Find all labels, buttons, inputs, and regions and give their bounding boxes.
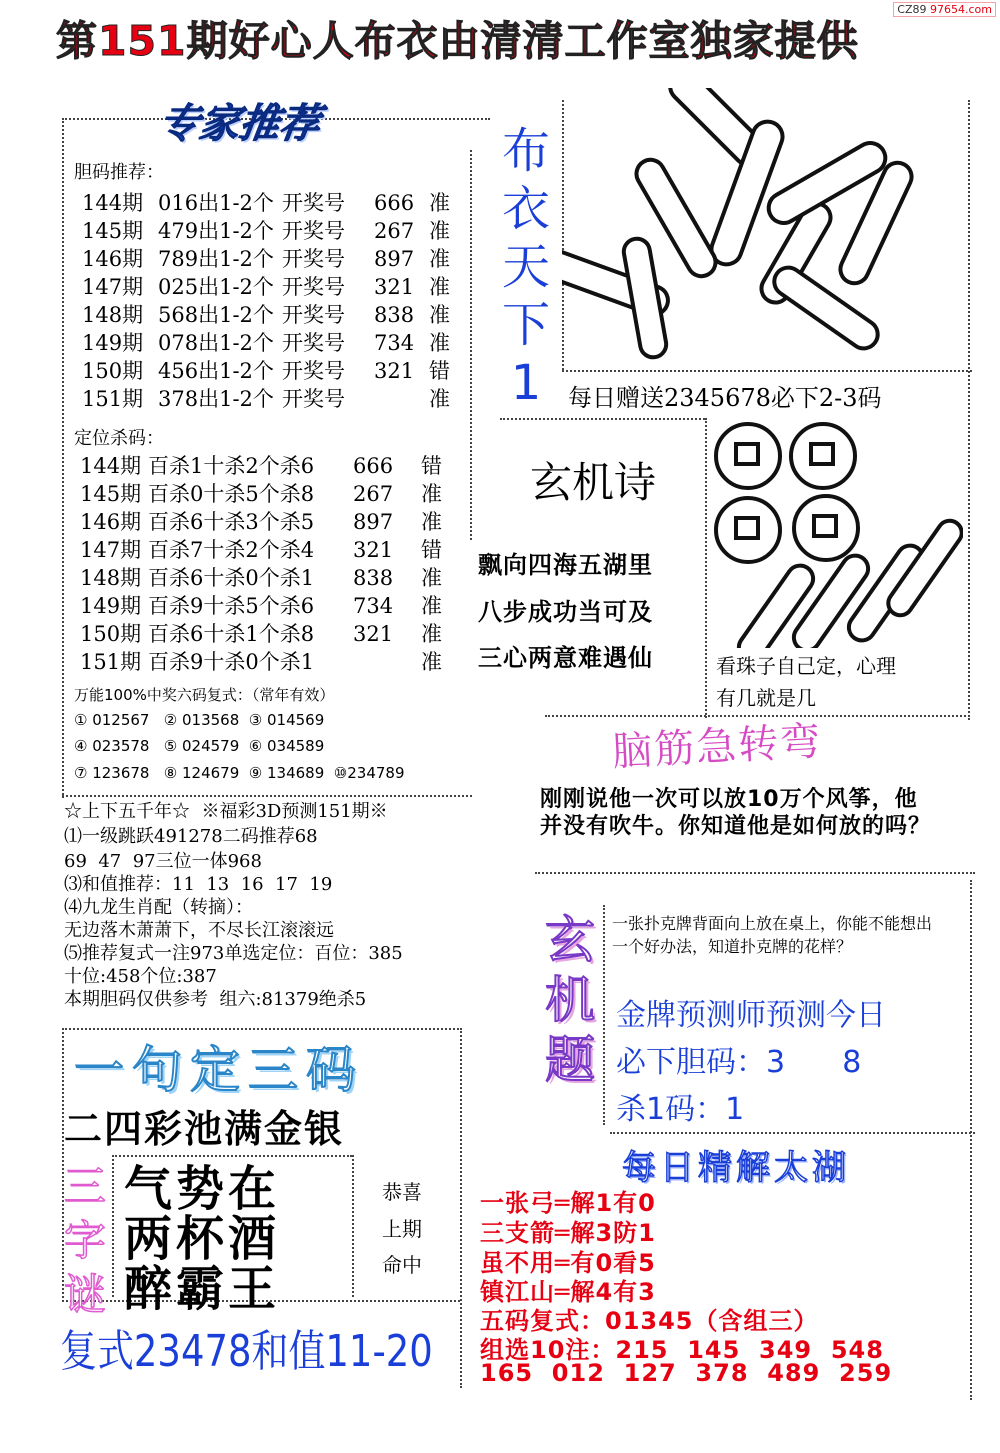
wuqian-line: 69 47 97三位一体968 (64, 851, 262, 872)
taihu-line: 镇江山═解4有3 (480, 1278, 656, 1306)
taihu-line: 组选10注：215 145 349 548 (480, 1336, 884, 1364)
list-item: 147期 025出1-2个 开奖号 321 准 (82, 275, 450, 299)
divider (970, 880, 972, 1400)
fushi-line: 复式23478和值11-20 (60, 1326, 433, 1377)
gold-line: 杀1码：1 (616, 1092, 745, 1127)
divider (535, 872, 975, 874)
list-item: 146期 百杀6十杀3个杀5 897 准 (80, 510, 442, 534)
congrats-line: 命中 (382, 1253, 422, 1277)
corner-tag (893, 2, 996, 17)
list-item: 149期 百杀9十杀5个杀6 734 准 (80, 594, 442, 618)
divider (112, 1155, 114, 1297)
page-title: 第151期好心人布衣由清清工作室独家提供 (56, 17, 859, 65)
riddle-line: 气势在 (124, 1161, 281, 1217)
wanneng-row: ① 012567 ② 013568 ③ 014569 (74, 711, 325, 729)
divider (610, 1132, 975, 1134)
stroke-pattern-icon (562, 88, 962, 370)
wuqian-line: ⑷九龙生肖配（转摘）： (64, 897, 253, 918)
wuqian-line: ⑶和值推荐：11 13 16 17 19 (64, 874, 333, 895)
wuqian-line: 无边落木萧萧下，不尽长江滚滚远 (64, 920, 334, 941)
gold-line: 金牌预测师预测今日 (616, 998, 886, 1033)
list-item: 147期 百杀7十杀2个杀4 321 错 (80, 538, 442, 562)
corner-site: 97654.com (930, 3, 992, 16)
sanzimi-title: 三 字 谜 (63, 1162, 106, 1319)
list-item: 144期 百杀1十杀2个杀6 666 错 (80, 454, 442, 478)
list-item: 148期 百杀6十杀0个杀1 838 准 (80, 566, 442, 590)
yiju-phrase: 二四彩池满金银 (64, 1107, 345, 1151)
divider (968, 100, 970, 720)
taihu-line: 三支箭═解3防1 (480, 1219, 656, 1247)
riddle-line: 两杯酒 (124, 1211, 281, 1267)
taihu-line: 一张弓═解1有0 (480, 1189, 656, 1217)
list-item: 145期 百杀0十杀5个杀8 267 准 (80, 482, 442, 506)
wuqian-line: 本期胆码仅供参考 组六:81379绝杀5 (64, 989, 367, 1010)
coins-pattern-icon (708, 418, 963, 648)
divider (603, 905, 605, 1125)
taihu-title: 每日精解太湖 (622, 1148, 850, 1188)
card-question: 一张扑克牌背面向上放在桌上，你能不能想出一个好办法，知道扑克牌的花样？ (612, 914, 933, 956)
poem-line: 八步成功当可及 (478, 598, 653, 626)
congrats-line: 上期 (382, 1217, 422, 1241)
wanneng-row: ⑦ 123678 ⑧ 124679 ⑨ 134689 ⑩234789 (74, 764, 405, 782)
naojin-title: 脑筋急转弯 (611, 718, 824, 776)
taihu-line: 165 012 127 378 489 259 (480, 1359, 893, 1387)
list-item: 150期 456出1-2个 开奖号 321 错 (82, 359, 450, 383)
divider (352, 1155, 354, 1297)
coin-hint: 看珠子自己定，心理 有几就是几 (716, 654, 896, 710)
congrats-line: 恭喜 (382, 1180, 422, 1204)
gold-line: 必下胆码：3 8 (616, 1045, 862, 1080)
daily-gift: 每日赠送2345678必下2-3码 (568, 384, 882, 412)
divider (705, 418, 707, 718)
list-item: 145期 479出1-2个 开奖号 267 准 (82, 219, 450, 243)
list-item: 148期 568出1-2个 开奖号 838 准 (82, 303, 450, 327)
riddle-line: 醉霸王 (124, 1261, 281, 1317)
wanneng-row: ④ 023578 ⑤ 024579 ⑥ 034589 (74, 737, 325, 755)
list-item: 146期 789出1-2个 开奖号 897 准 (82, 247, 450, 271)
corner-id: CZ89 (897, 3, 927, 16)
yiju-title: 一句定三码 (74, 1041, 364, 1099)
dingwei-label: 定位杀码： (74, 428, 164, 449)
divider (500, 418, 705, 420)
divider (62, 118, 64, 798)
xuanji-shi-title: 玄机诗 (530, 458, 657, 507)
list-item: 149期 078出1-2个 开奖号 734 准 (82, 331, 450, 355)
expert-heading: 专家推荐 (156, 101, 323, 147)
buyi-vertical-title: 布 衣 天 下 1 (501, 123, 550, 411)
wuqian-line: ⑸推荐复式一注973单选定位：百位：385 (64, 943, 403, 964)
list-item: 151期 378出1-2个 开奖号 准 (82, 387, 450, 411)
poem-line: 飘向四海五湖里 (478, 551, 653, 579)
xuanji-ti-title: 玄 机 题 (545, 911, 595, 1089)
divider (562, 370, 972, 372)
naojin-riddle: 刚刚说他一次可以放10万个风筝，他并没有吹牛。你知道他是如何放的吗？ (540, 787, 932, 839)
taihu-line: 五码复式：01345（含组三） (480, 1307, 819, 1335)
list-item: 151期 百杀9十杀0个杀1 准 (80, 650, 442, 674)
divider (470, 150, 472, 540)
wuqian-line: ⑴一级跳跃491278二码推荐68 (64, 826, 318, 847)
wuqian-line: ☆上下五千年☆ ※福彩3D预测151期※ (64, 801, 388, 822)
list-item: 144期 016出1-2个 开奖号 666 准 (82, 191, 450, 215)
list-item: 150期 百杀6十杀1个杀8 321 准 (80, 622, 442, 646)
wuqian-line: 十位:458个位:387 (64, 966, 217, 987)
danma-label: 胆码推荐： (74, 162, 164, 183)
poem-line: 三心两意难遇仙 (478, 644, 653, 672)
wanneng-label: 万能100%中奖六码复式：（常年有效） (74, 686, 335, 704)
divider (460, 1028, 462, 1388)
taihu-line: 虽不用═有0看5 (480, 1249, 656, 1277)
